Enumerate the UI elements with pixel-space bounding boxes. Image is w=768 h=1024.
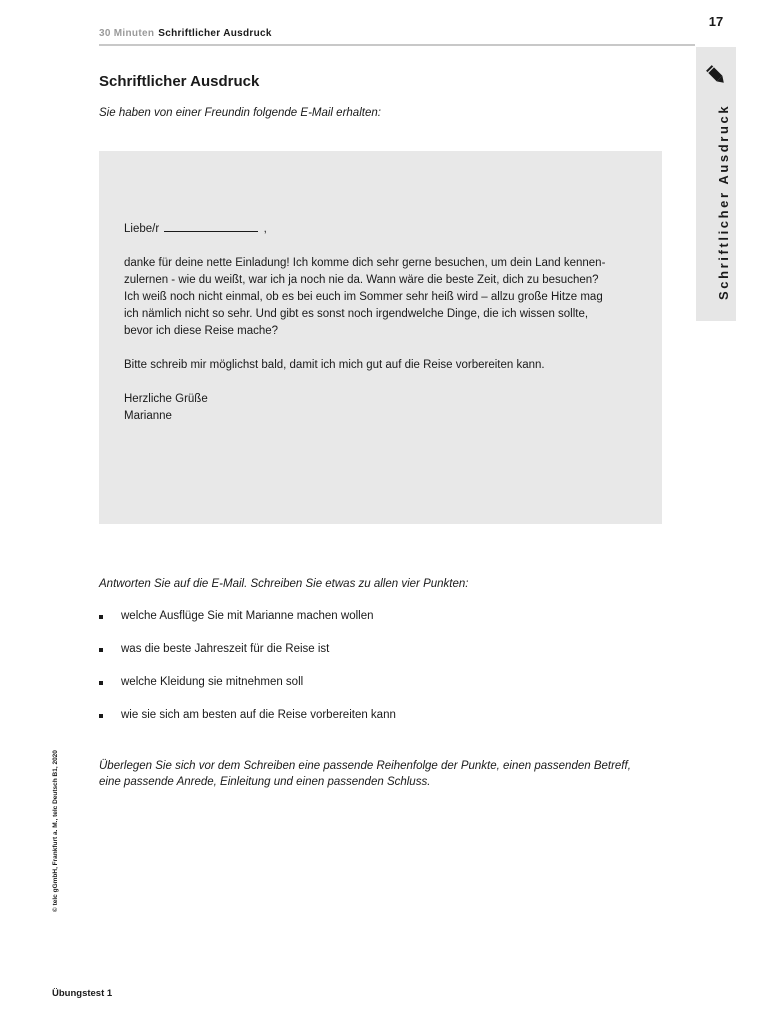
header-minutes: 30 Minuten xyxy=(99,28,155,39)
pencil-icon xyxy=(703,62,729,88)
point-text: wie sie sich am besten auf die Reise vorbereiten kann xyxy=(121,709,396,721)
point-text: welche Kleidung sie mitnehmen soll xyxy=(121,676,304,688)
email-body-line: bevor ich diese Reise mache? xyxy=(124,325,279,337)
task-points xyxy=(99,610,396,742)
name-blank xyxy=(164,221,258,232)
email-body-line: zulernen - wie du weißt, war ich ja noch nie da. Wann wäre die beste Zeit, dich zu besuchen? xyxy=(124,274,599,286)
email-body-line: danke für deine nette Einladung! Ich komme dich sehr gerne besuchen, um dein Land kennen- xyxy=(124,257,606,269)
list-item xyxy=(99,643,396,676)
list-item xyxy=(99,676,396,709)
point-text: was die beste Jahreszeit für die Reise ist xyxy=(121,643,330,655)
point-text: welche Ausflüge Sie mit Marianne machen wollen xyxy=(121,610,374,622)
email-content xyxy=(124,221,644,425)
page-footer: Übungstest 1 xyxy=(52,988,113,999)
note-line: Überlegen Sie sich vor dem Schreiben eine passende Reihenfolge der Punkte, einen passenden Betreff, xyxy=(99,760,631,772)
bullet-icon xyxy=(99,681,103,685)
task-instruction: Antworten Sie auf die E-Mail. Schreiben Sie etwas zu allen vier Punkten: xyxy=(99,578,469,590)
intro-text: Sie haben von einer Freundin folgende E-Mail erhalten: xyxy=(99,107,381,119)
salutation-prefix: Liebe/r xyxy=(124,223,160,235)
list-item xyxy=(99,709,396,742)
email-salutation xyxy=(124,221,644,238)
section-tab-label: Schriftlicher Ausdruck xyxy=(716,103,731,300)
copyright-notice: © telc gGmbH, Frankfurt a. M., telc Deutsch B1, 2020 xyxy=(52,750,59,912)
page-title: Schriftlicher Ausdruck xyxy=(99,73,260,90)
email-closing: Herzliche Grüße xyxy=(124,393,208,405)
writing-note xyxy=(99,758,679,790)
email-request: Bitte schreib mir möglichst bald, damit ich mich gut auf die Reise vorbereiten kann. xyxy=(124,359,545,371)
bullet-icon xyxy=(99,648,103,652)
email-signature: Marianne xyxy=(124,410,172,422)
bullet-icon xyxy=(99,714,103,718)
page-number: 17 xyxy=(708,14,724,29)
header-divider xyxy=(99,44,695,46)
running-header xyxy=(99,28,272,39)
list-item xyxy=(99,610,396,643)
email-body-line: Ich weiß noch nicht einmal, ob es bei euch im Sommer sehr heiß wird – allzu große Hitze mag xyxy=(124,291,603,303)
bullet-icon xyxy=(99,615,103,619)
note-line: eine passende Anrede, Einleitung und einen passenden Schluss. xyxy=(99,776,431,788)
header-section: Schriftlicher Ausdruck xyxy=(158,28,272,39)
salutation-suffix: , xyxy=(263,223,267,235)
email-body-line: ich nämlich nicht so sehr. Und gibt es sonst noch irgendwelche Dinge, die ich wissen sollte, xyxy=(124,308,589,320)
